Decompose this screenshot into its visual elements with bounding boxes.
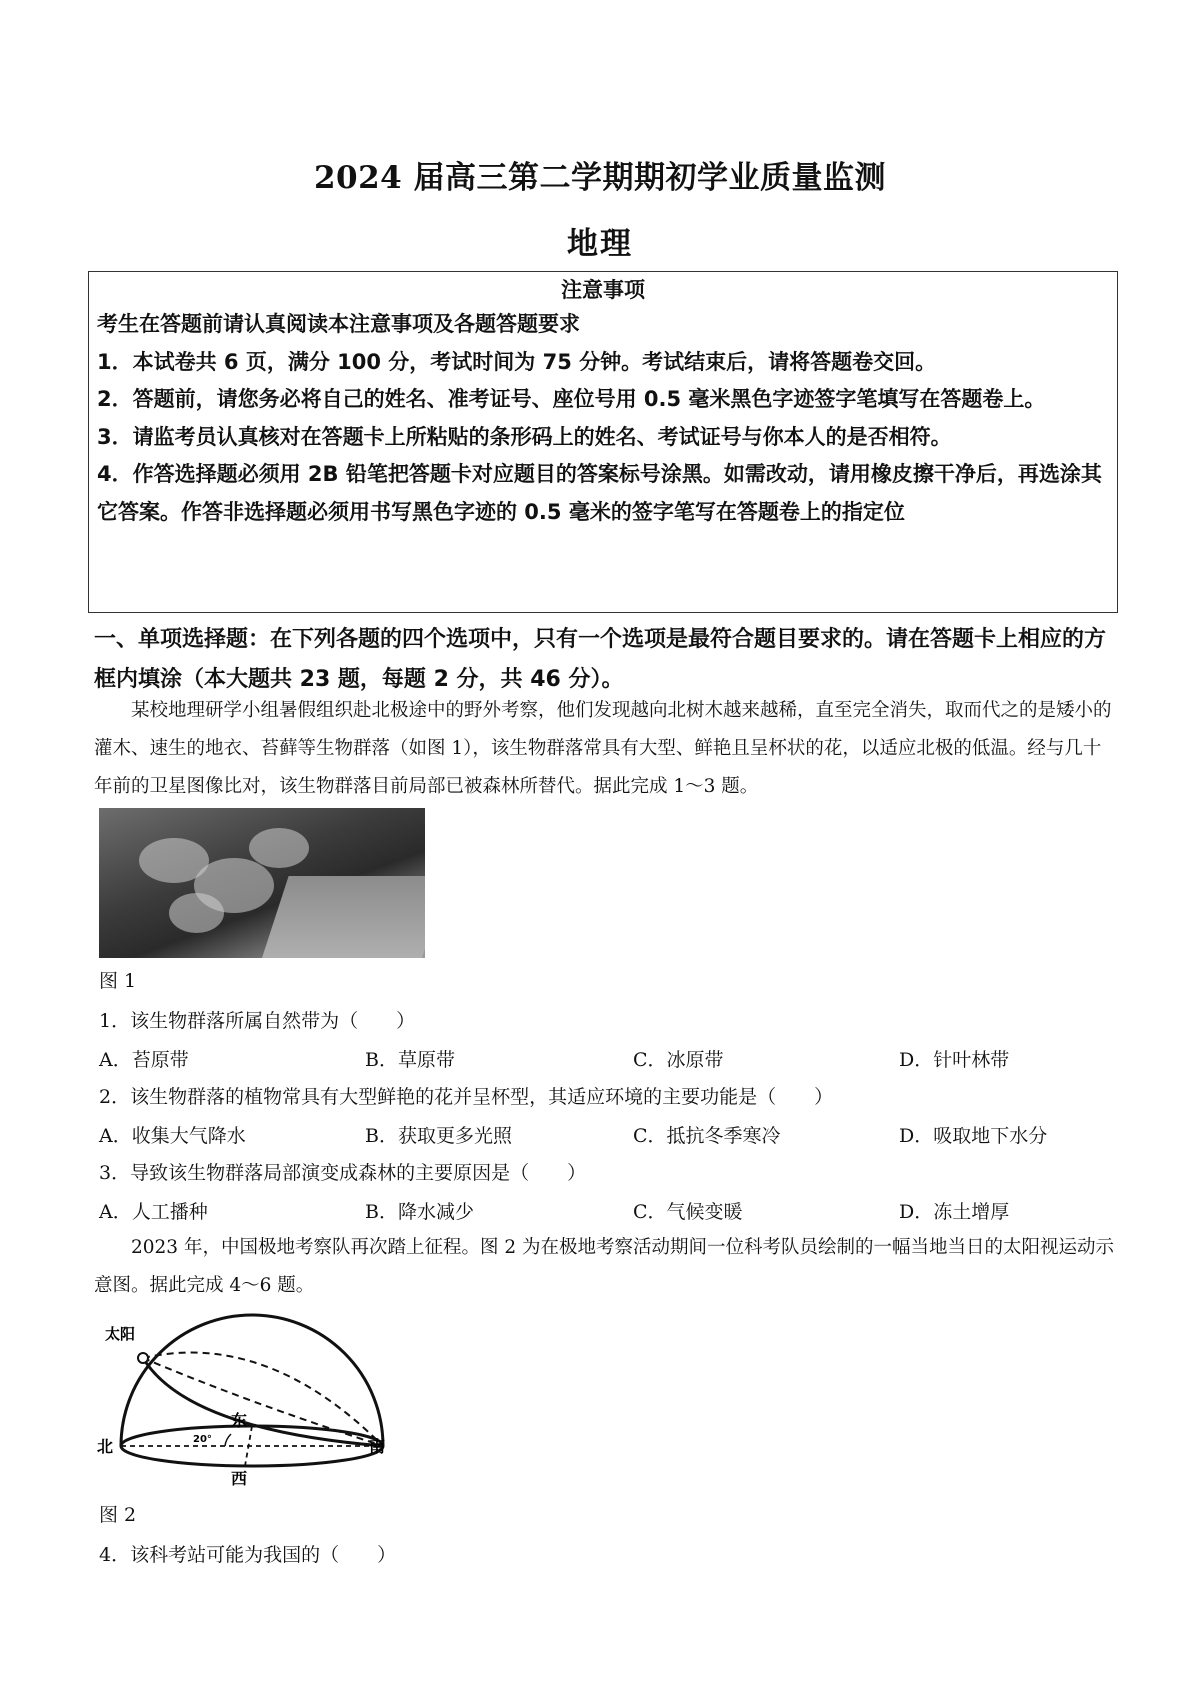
question-3-stem: 3．导致该生物群落局部演变成森林的主要原因是（ ） (99, 1162, 587, 1184)
label-angle: 20° (193, 1434, 212, 1445)
q2-option-d: D．吸取地下水分 (899, 1125, 1048, 1147)
q2-option-a: A．收集大气降水 (99, 1125, 246, 1147)
q3-option-d: D．冻土增厚 (899, 1201, 1010, 1223)
notice-box (88, 271, 1118, 613)
notice-intro: 考生在答题前请认真阅读本注意事项及各题答题要求 (97, 312, 580, 336)
notice-heading: 注意事项 (561, 278, 645, 302)
question-2-stem: 2．该生物群落的植物常具有大型鲜艳的花并呈杯型，其适应环境的主要功能是（ ） (99, 1086, 834, 1108)
question-3-options (99, 1197, 1099, 1227)
passage-2: 2023 年，中国极地考察队再次踏上征程。图 2 为在极地考察活动期间一位科考队员绘制的一幅当地当日的太阳视运动示意图。据此完成 4～6 题。 (94, 1237, 1114, 1296)
passage-1: 某校地理研学小组暑假组织赴北极途中的野外考察，他们发现越向北树木越来越稀，直至完全消失，取而代之的是矮小的灌木、速生的地衣、苔藓等生物群落（如图 1），该生物群落常具有大型、鲜艳且呈杯状的花，以适应北极的低温。经与几十年前的卫星图像比对，该生物群落目前局部已被森林所替代。据此完成 1～3 题。 (94, 700, 1112, 797)
figure-2-caption: 图 2 (99, 1504, 137, 1526)
q1-option-d: D．针叶林带 (899, 1049, 1010, 1071)
q1-option-a: A．苔原带 (99, 1049, 189, 1071)
label-south: 南 (369, 1437, 386, 1456)
q3-option-b: B．降水减少 (365, 1201, 474, 1223)
notice-item-1: 1．本试卷共 6 页，满分 100 分，考试时间为 75 分钟。考试结束后，请将答题卷交回。 (97, 349, 937, 374)
figure-2-sun-path-diagram (97, 1300, 392, 1488)
exam-title: 2024 届高三第二学期期初学业质量监测 (313, 160, 887, 196)
notice-item-2: 2．答题前，请您务必将自己的姓名、准考证号、座位号用 0.5 毫米黑色字迹签字笔填写在答题卷上。 (97, 387, 1046, 411)
question-2-options (99, 1121, 1099, 1151)
notice-item-3: 3．请监考员认真核对在答题卡上所粘贴的条形码上的姓名、考试证号与你本人的是否相符。 (97, 424, 952, 449)
subject-title: 地理 (567, 226, 633, 262)
notice-item-4: 4．作答选择题必须用 2B 铅笔把答题卡对应题目的答案标号涂黑。如需改动，请用橡皮擦干净后，再选涂其它答案。作答非选择题必须用书写黑色字迹的 0.5 毫米的签字笔写在答题卷上的指定位 (97, 462, 1102, 524)
q3-option-a: A．人工播种 (99, 1201, 208, 1223)
section-heading: 一、单项选择题：在下列各题的四个选项中，只有一个选项是最符合题目要求的。请在答题卡上相应的方框内填涂（本大题共 23 题，每题 2 分，共 46 分）。 (94, 627, 1107, 692)
q2-option-b: B．获取更多光照 (365, 1125, 512, 1147)
question-4-stem: 4．该科考站可能为我国的（ ） (99, 1544, 397, 1566)
sun-icon (138, 1353, 148, 1363)
figure-1-caption: 图 1 (99, 970, 137, 992)
q1-option-b: B．草原带 (365, 1049, 455, 1071)
label-west: 西 (231, 1469, 248, 1488)
label-east: 东 (231, 1411, 248, 1430)
q3-option-c: C．气候变暖 (633, 1201, 743, 1223)
label-sun: 太阳 (105, 1325, 136, 1343)
question-1-stem: 1．该生物群落所属自然带为（ ） (99, 1010, 416, 1032)
figure-1-photo (99, 808, 425, 958)
question-1-options (99, 1045, 1099, 1075)
angle-arc (225, 1434, 231, 1446)
q2-option-c: C．抵抗冬季寒冷 (633, 1125, 781, 1147)
label-north: 北 (97, 1437, 114, 1456)
q1-option-c: C．冰原带 (633, 1049, 724, 1071)
